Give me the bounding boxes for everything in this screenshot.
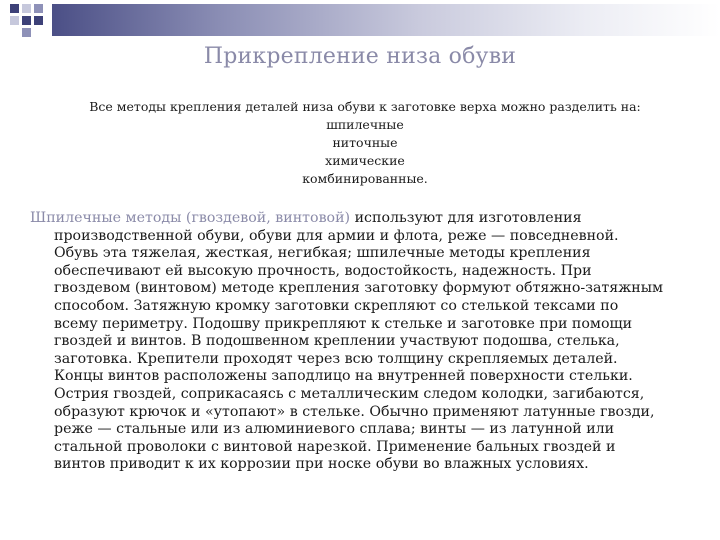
decor-square xyxy=(34,4,43,13)
method-item: ниточные xyxy=(332,135,398,150)
header-decoration-band xyxy=(52,4,720,36)
intro-lead: Все методы крепления деталей низа обуви к заготовке верха можно разделить на: xyxy=(89,99,641,114)
slide-title: Прикрепление низа обуви xyxy=(203,44,517,69)
decor-square xyxy=(22,28,31,37)
body-accent-text: Шпилечные методы (гвоздевой, винтовой) xyxy=(30,210,351,226)
body-main-text: используют для изготовления производственной обуви, обуви для армии и флота, реже — повседневной. Обувь эта тяжелая, жесткая, негибкая; шпилечные методы крепления обеспечивают ей высокую прочность, водостойкость, надежность. При гвоздевом (винтовом) методе крепления заготовку формуют обтяжно-затяжным способом. Затяжную кромку заготовки скрепляют со стелькой тексами по всему периметру. Подошву прикрепляют к стельке и заготовке при помощи гвоздей и винтов. В подошвенном креплении участвуют подошва, стелька, заготовка. Крепители проходят через всю толщину скрепляемых деталей. Концы винтов расположены заподлицо на внутренней поверхности стельки. Острия гвоздей, соприкасаясь с металлическим следом колодки, загибаются, образуют крючок и «утопают» в стельке. Обычно применяют латунные гвозди, реже — стальные или из алюминиевого сплава; винты — из латунной или стальной проволоки с винтовой нарезкой. Применение бальных гвоздей и винтов приводит к их коррозии при носке обуви во влажных условиях. xyxy=(54,210,664,473)
decor-square xyxy=(10,4,19,13)
method-item: комбинированные. xyxy=(302,171,428,186)
decor-square xyxy=(34,16,43,25)
body-paragraph xyxy=(30,210,666,474)
intro-block xyxy=(60,98,670,188)
decor-square xyxy=(10,16,19,25)
decor-square xyxy=(22,4,31,13)
decor-square xyxy=(22,16,31,25)
method-item: химические xyxy=(325,153,405,168)
body-paragraph-text xyxy=(30,210,666,474)
method-item: шпилечные xyxy=(326,117,404,132)
